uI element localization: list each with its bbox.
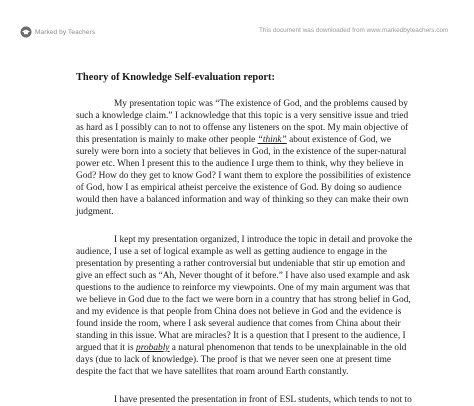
paragraph-1-line-7: God? How do they get to know God? I want them to explore the possibilities of existence	[76, 171, 411, 181]
page-header	[0, 0, 474, 46]
paragraph-1-line-10: judgment.	[76, 207, 114, 217]
paragraph-2-line-11: days (due to lack of knowledge). The proof is that we never seen one at present time	[76, 355, 392, 365]
paragraph-1-line-5: surely were born into a society that believes in God, in the existence of the super-natural	[76, 147, 407, 157]
paragraph-1-line-4-start: this presentation is mainly to make other people	[76, 135, 258, 145]
think-emphasis: “think”	[257, 135, 287, 145]
paragraph-1-line-9: would then have a balanced information and way of thinking so they can make their own	[76, 195, 409, 205]
paragraph-2-line-12: despite the fact that we have satellites that roam around Earth constantly.	[76, 367, 349, 377]
paragraph-2-line-9: standing in this issue. What are miracles? It is a question that I present to the audience, I	[76, 331, 406, 341]
paragraph-2-line-6: we believe in God due to the fact we were born in a country that has strong belief in God,	[76, 295, 411, 305]
paragraph-2-line-5: questions to the audience to reinforce my viewpoints. One of my main argument was that	[76, 283, 410, 293]
paragraph-3-line-1: I have presented the presentation in front of ESL students, which tends to not to	[114, 395, 412, 405]
document-title: Theory of Knowledge Self-evaluation report:	[76, 72, 275, 83]
paragraph-1-line-6: power etc. When I present this to the audience I urge them to think, why they believe in	[76, 159, 404, 169]
paragraph-1-line-2: such a knowledge claim.” I acknowledge that this topic is a very sensitive issue and tried	[76, 111, 409, 121]
paragraph-1-line-1: My presentation topic was “The existence of God, and the problems caused by	[114, 99, 408, 109]
download-source-note: This document was downloaded from www.markedbyteachers.com	[259, 27, 449, 34]
paragraph-1-line-4-end: about existence of God, we	[286, 135, 392, 145]
paragraph-2-line-8: found inside the room, where I ask several audience that comes from China about their	[76, 319, 401, 329]
paragraph-2-line-7: and my evidence is that people from China does not believe in God and the evidence is	[76, 307, 402, 317]
paragraph-1-line-3: as hard as I possibly can to not to offense any listeners on the spot. My main objective of	[76, 123, 409, 133]
graduation-cap-icon	[20, 26, 32, 38]
paragraph-2-line-3: presentation by presenting a rather controversial but undeniable that stir up emotion and	[76, 259, 406, 269]
logo-text: Marked by Teachers	[35, 28, 96, 36]
paragraph-1-line-8: of God, how I as empirical atheist perceive the existence of God. By doing so audience	[76, 183, 402, 193]
paragraph-2-line-10-start: argued that it is	[76, 343, 137, 353]
paragraph-1-line-4	[76, 135, 391, 146]
paragraph-2-line-10	[76, 343, 406, 354]
probably-emphasis: probably	[136, 343, 170, 353]
marked-by-teachers-logo[interactable]	[20, 26, 95, 38]
paragraph-2-line-2: audience, I use a set of logical example as well as getting audience to engage in the	[76, 247, 388, 257]
paragraph-2-line-1: I kept my presentation organized, I introduce the topic in detail and provoke the	[114, 235, 413, 245]
paragraph-2-line-10-end: a natural phenomenon that tends to be unexplainable in the old	[169, 343, 407, 353]
paragraph-2-line-4: give an effect such as “Ah, Never thought of it before.” I have also used example and ask	[76, 271, 410, 281]
